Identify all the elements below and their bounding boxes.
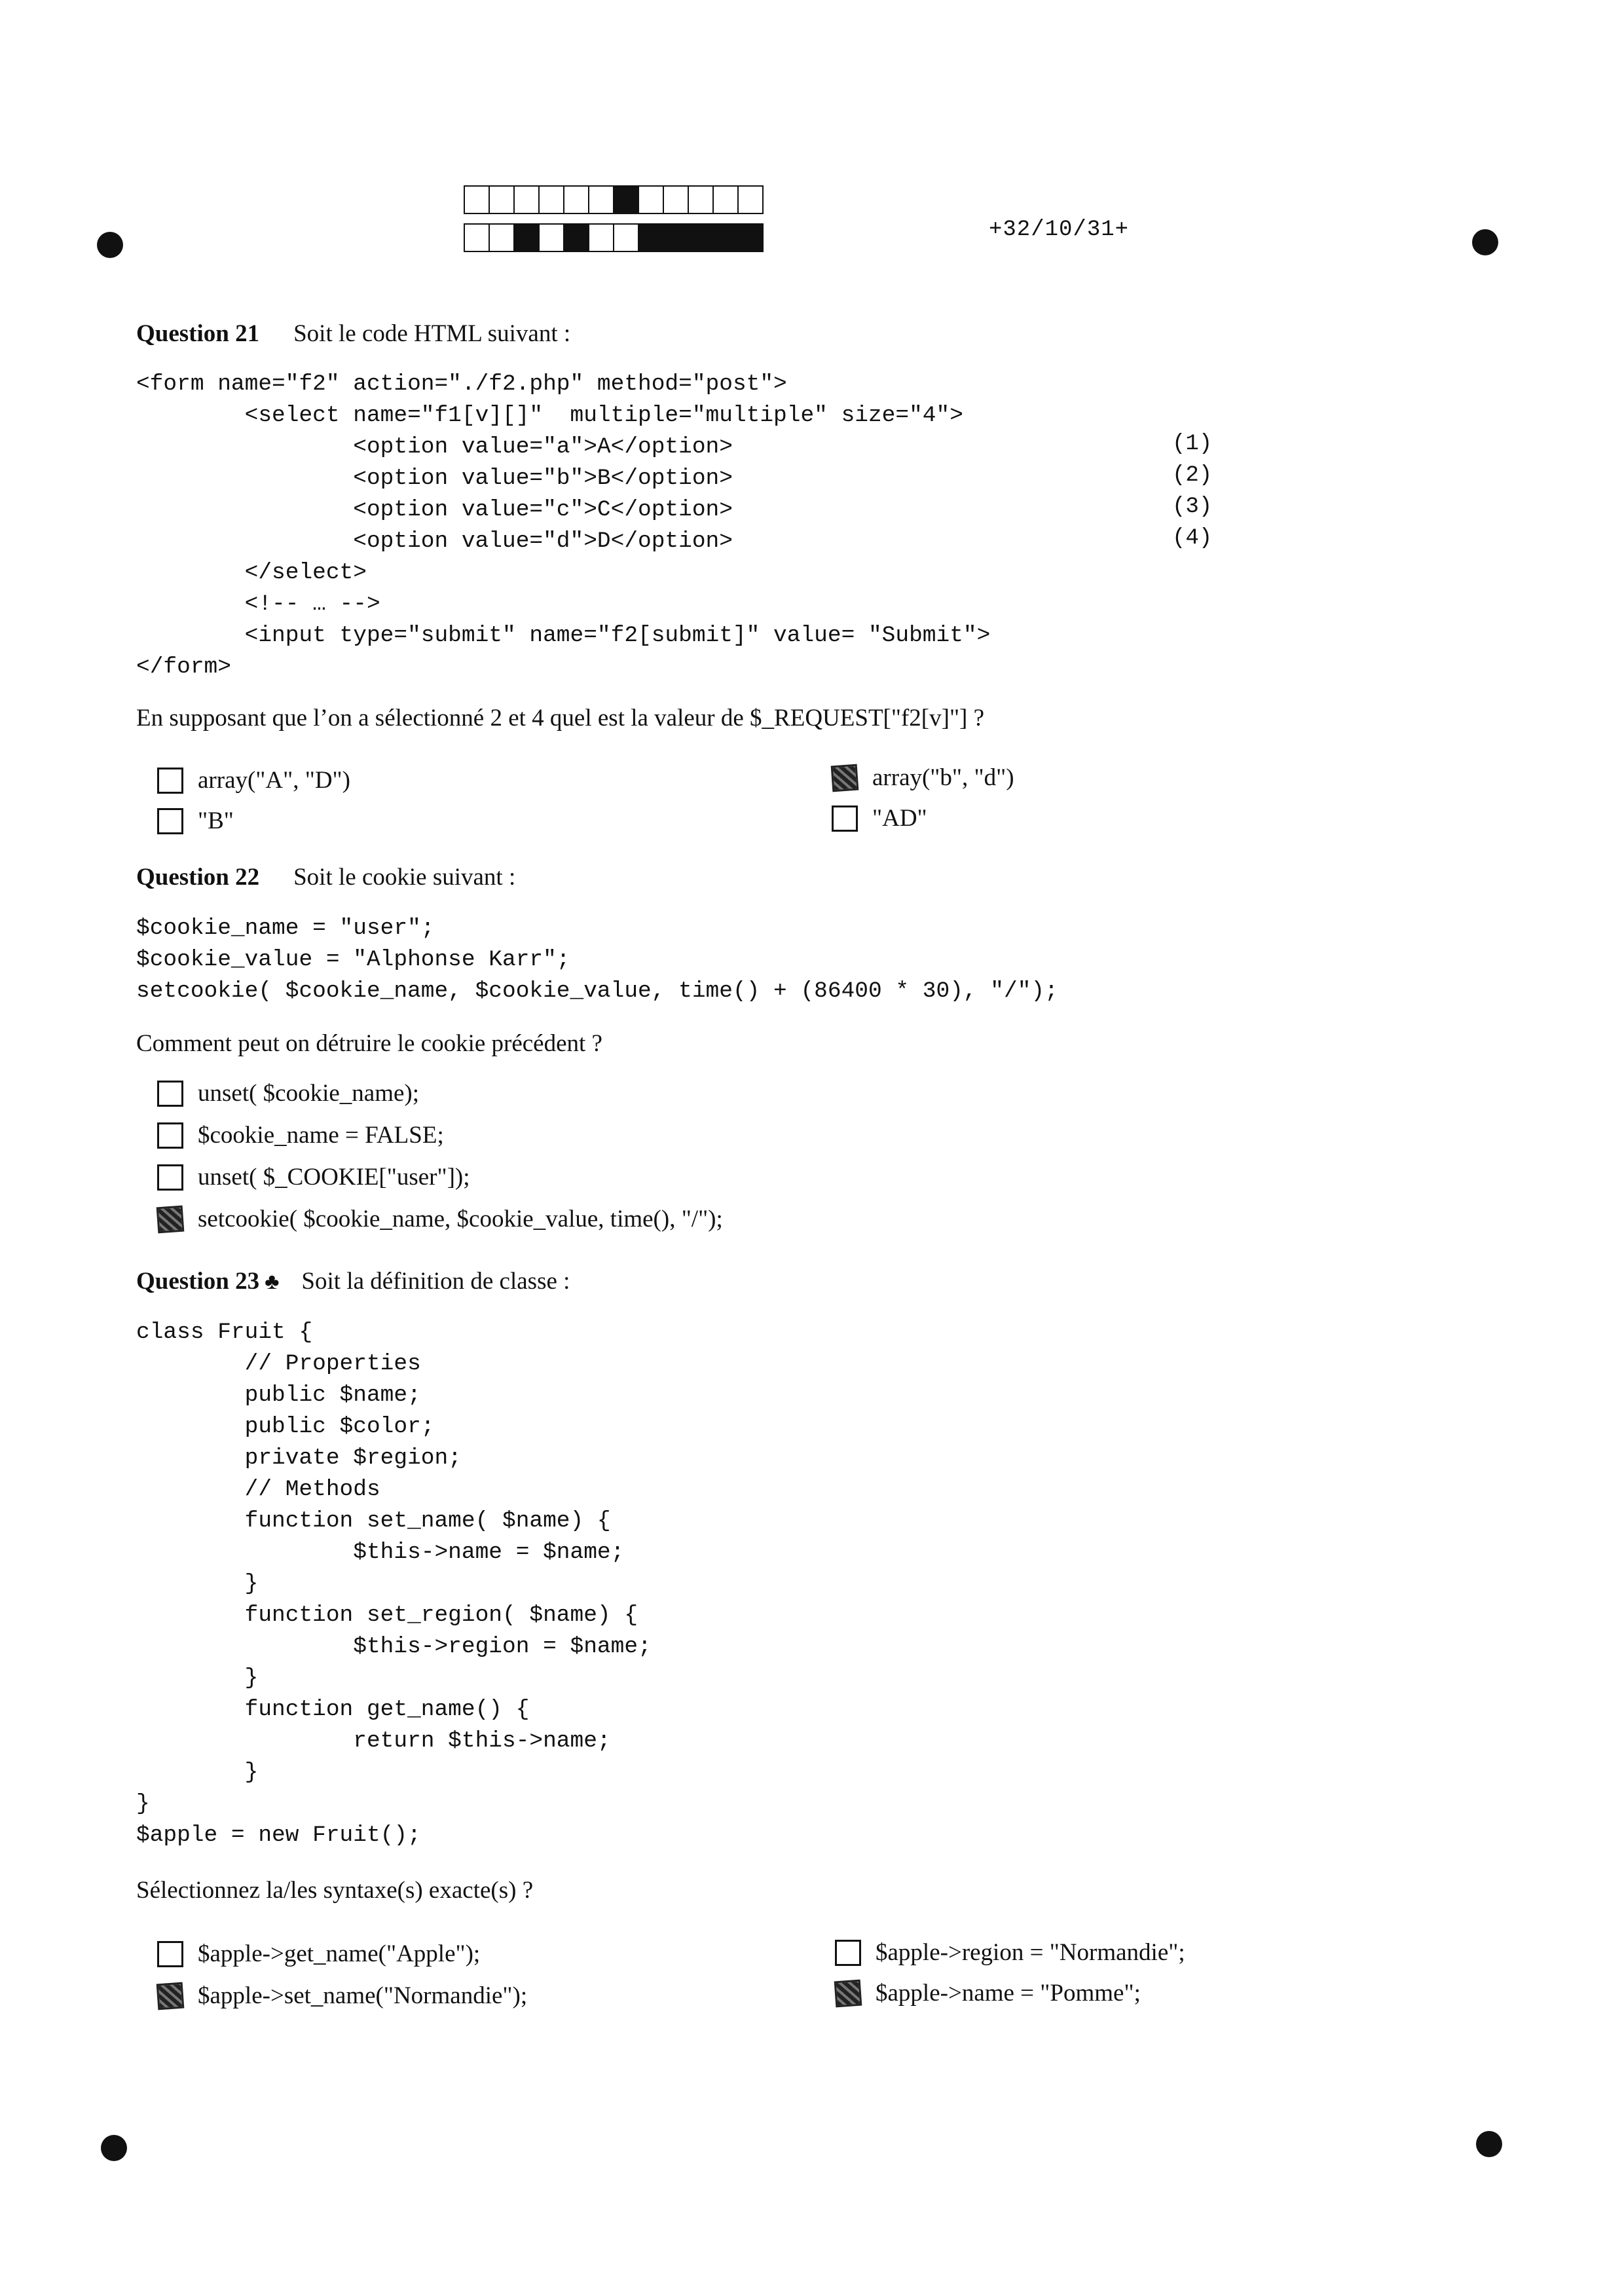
answer-text: unset( $cookie_name); — [198, 1080, 420, 1107]
code-line: $apple = new Fruit(); — [136, 1823, 421, 1848]
code-line: } — [136, 1791, 150, 1817]
id-box-row — [464, 185, 762, 214]
question-label: Question 23 — [136, 1268, 260, 1295]
question-21-heading — [136, 320, 570, 348]
answer-text: $apple->name = "Pomme"; — [876, 1980, 1141, 2007]
id-box-empty — [638, 185, 664, 214]
code-line: <select name="f1[v][]" multiple="multiple" size="4"> — [136, 403, 963, 428]
id-box-filled — [513, 223, 540, 252]
checkbox[interactable] — [157, 808, 183, 834]
registration-dot-top-right — [1472, 229, 1498, 255]
answer-text: setcookie( $cookie_name, $cookie_value, time(), "/"); — [198, 1206, 723, 1232]
answer-text: "AD" — [872, 805, 927, 832]
code-line: setcookie( $cookie_name, $cookie_value, time() + (86400 * 30), "/"); — [136, 978, 1058, 1004]
question-21-prompt: En supposant que l’on a sélectionné 2 et 4 quel est la valeur de $_REQUEST["f2[v]"] ? — [136, 705, 985, 731]
answer-option[interactable] — [157, 1982, 527, 2010]
code-line: } — [136, 1760, 259, 1785]
code-line: } — [136, 1571, 259, 1597]
registration-dot-top-left — [97, 232, 123, 258]
code-line: } — [136, 1665, 259, 1691]
answer-text: array("b", "d") — [872, 764, 1014, 791]
id-box-empty — [737, 185, 764, 214]
answer-option[interactable] — [835, 1938, 1185, 1967]
answer-option[interactable] — [157, 807, 234, 835]
answer-text: "B" — [198, 807, 234, 834]
code-line: <option value="d">D</option> — [136, 528, 733, 554]
code-line: </select> — [136, 560, 367, 585]
answer-option[interactable] — [835, 1979, 1141, 2007]
checkbox[interactable] — [157, 1122, 183, 1149]
answer-option[interactable] — [157, 1163, 470, 1191]
id-box-empty — [538, 223, 564, 252]
code-line: <input type="submit" name="f2[submit]" value= "Submit"> — [136, 623, 991, 648]
question-label: Question 21 — [136, 320, 260, 347]
id-box-filled — [737, 223, 764, 252]
id-box-empty — [688, 185, 714, 214]
question-intro: Soit la définition de classe : — [301, 1268, 570, 1295]
checkbox[interactable] — [835, 1940, 861, 1966]
registration-dot-bottom-left — [101, 2135, 127, 2161]
code-line: public $color; — [136, 1414, 435, 1439]
id-box-empty — [663, 185, 689, 214]
question-22-code — [136, 913, 1058, 1007]
code-line: <option value="a">A</option> — [136, 434, 733, 460]
question-intro: Soit le code HTML suivant : — [293, 320, 571, 347]
answer-option[interactable] — [157, 1940, 480, 1968]
id-box-filled — [563, 223, 589, 252]
answer-text: $apple->get_name("Apple"); — [198, 1940, 481, 1967]
question-22-heading — [136, 863, 515, 891]
answer-option[interactable] — [157, 1121, 444, 1149]
code-line: <!-- … --> — [136, 591, 380, 617]
id-box-row — [464, 223, 762, 252]
question-23-code — [136, 1317, 652, 1851]
answer-text: $cookie_name = FALSE; — [198, 1122, 444, 1149]
page-code: +32/10/31+ — [989, 217, 1130, 242]
code-line: function set_region( $name) { — [136, 1602, 638, 1628]
checkbox[interactable] — [832, 805, 858, 832]
question-intro: Soit le cookie suivant : — [293, 864, 516, 891]
question-label: Question 22 — [136, 864, 260, 891]
registration-dot-bottom-right — [1476, 2131, 1502, 2157]
id-box-empty — [513, 185, 540, 214]
checkbox-checked[interactable] — [831, 764, 859, 792]
answer-text: $apple->set_name("Normandie"); — [198, 1982, 528, 2009]
id-box-empty — [712, 185, 739, 214]
id-box-empty — [588, 185, 614, 214]
answer-text: array("A", "D") — [198, 767, 350, 794]
checkbox[interactable] — [157, 1081, 183, 1107]
question-23-heading — [136, 1267, 570, 1295]
code-line: $cookie_value = "Alphonse Karr"; — [136, 947, 570, 972]
id-box-empty — [464, 223, 490, 252]
code-line: $cookie_name = "user"; — [136, 916, 435, 941]
code-line: // Methods — [136, 1477, 380, 1502]
id-box-filled — [613, 185, 639, 214]
id-box-empty — [489, 223, 515, 252]
question-23-prompt: Sélectionnez la/les syntaxe(s) exacte(s) ? — [136, 1877, 534, 1904]
code-line: <form name="f2" action="./f2.php" method="post"> — [136, 371, 787, 397]
checkbox[interactable] — [157, 1164, 183, 1191]
answer-text: $apple->region = "Normandie"; — [876, 1939, 1185, 1966]
id-box-filled — [638, 223, 664, 252]
answer-text: unset( $_COOKIE["user"]); — [198, 1164, 470, 1191]
id-box-empty — [538, 185, 564, 214]
id-box-filled — [688, 223, 714, 252]
code-line: <option value="c">C</option> — [136, 497, 733, 523]
code-line: class Fruit { — [136, 1320, 313, 1345]
line-number: (4) — [1172, 526, 1213, 551]
page-id-marks — [464, 185, 762, 261]
answer-option[interactable] — [157, 1205, 723, 1233]
code-line: private $region; — [136, 1445, 462, 1471]
question-21-code — [136, 369, 990, 683]
answer-option[interactable] — [832, 764, 1014, 792]
code-line: return $this->name; — [136, 1728, 611, 1754]
answer-option[interactable] — [157, 1079, 419, 1107]
code-line: function set_name( $name) { — [136, 1508, 611, 1534]
id-box-empty — [613, 223, 639, 252]
id-box-filled — [712, 223, 739, 252]
checkbox[interactable] — [157, 1941, 183, 1967]
id-box-empty — [489, 185, 515, 214]
id-box-empty — [464, 185, 490, 214]
id-box-empty — [588, 223, 614, 252]
club-icon: ♣ — [265, 1270, 280, 1294]
code-line: <option value="b">B</option> — [136, 466, 733, 491]
code-line: </form> — [136, 654, 231, 680]
checkbox[interactable] — [157, 768, 183, 794]
code-line: // Properties — [136, 1351, 421, 1377]
code-line: $this->name = $name; — [136, 1540, 625, 1565]
checkbox-checked[interactable] — [157, 1982, 185, 2010]
code-line: function get_name() { — [136, 1697, 530, 1722]
line-number: (2) — [1172, 463, 1213, 488]
question-22-prompt: Comment peut on détruire le cookie précédent ? — [136, 1030, 602, 1057]
line-number: (1) — [1172, 432, 1213, 456]
code-line: public $name; — [136, 1382, 421, 1408]
checkbox-checked[interactable] — [157, 1205, 185, 1233]
id-box-empty — [563, 185, 589, 214]
answer-option[interactable] — [832, 804, 927, 832]
checkbox-checked[interactable] — [834, 1979, 862, 2007]
answer-option[interactable] — [157, 766, 350, 794]
line-number: (3) — [1172, 494, 1213, 519]
code-line: $this->region = $name; — [136, 1634, 652, 1659]
id-box-filled — [663, 223, 689, 252]
